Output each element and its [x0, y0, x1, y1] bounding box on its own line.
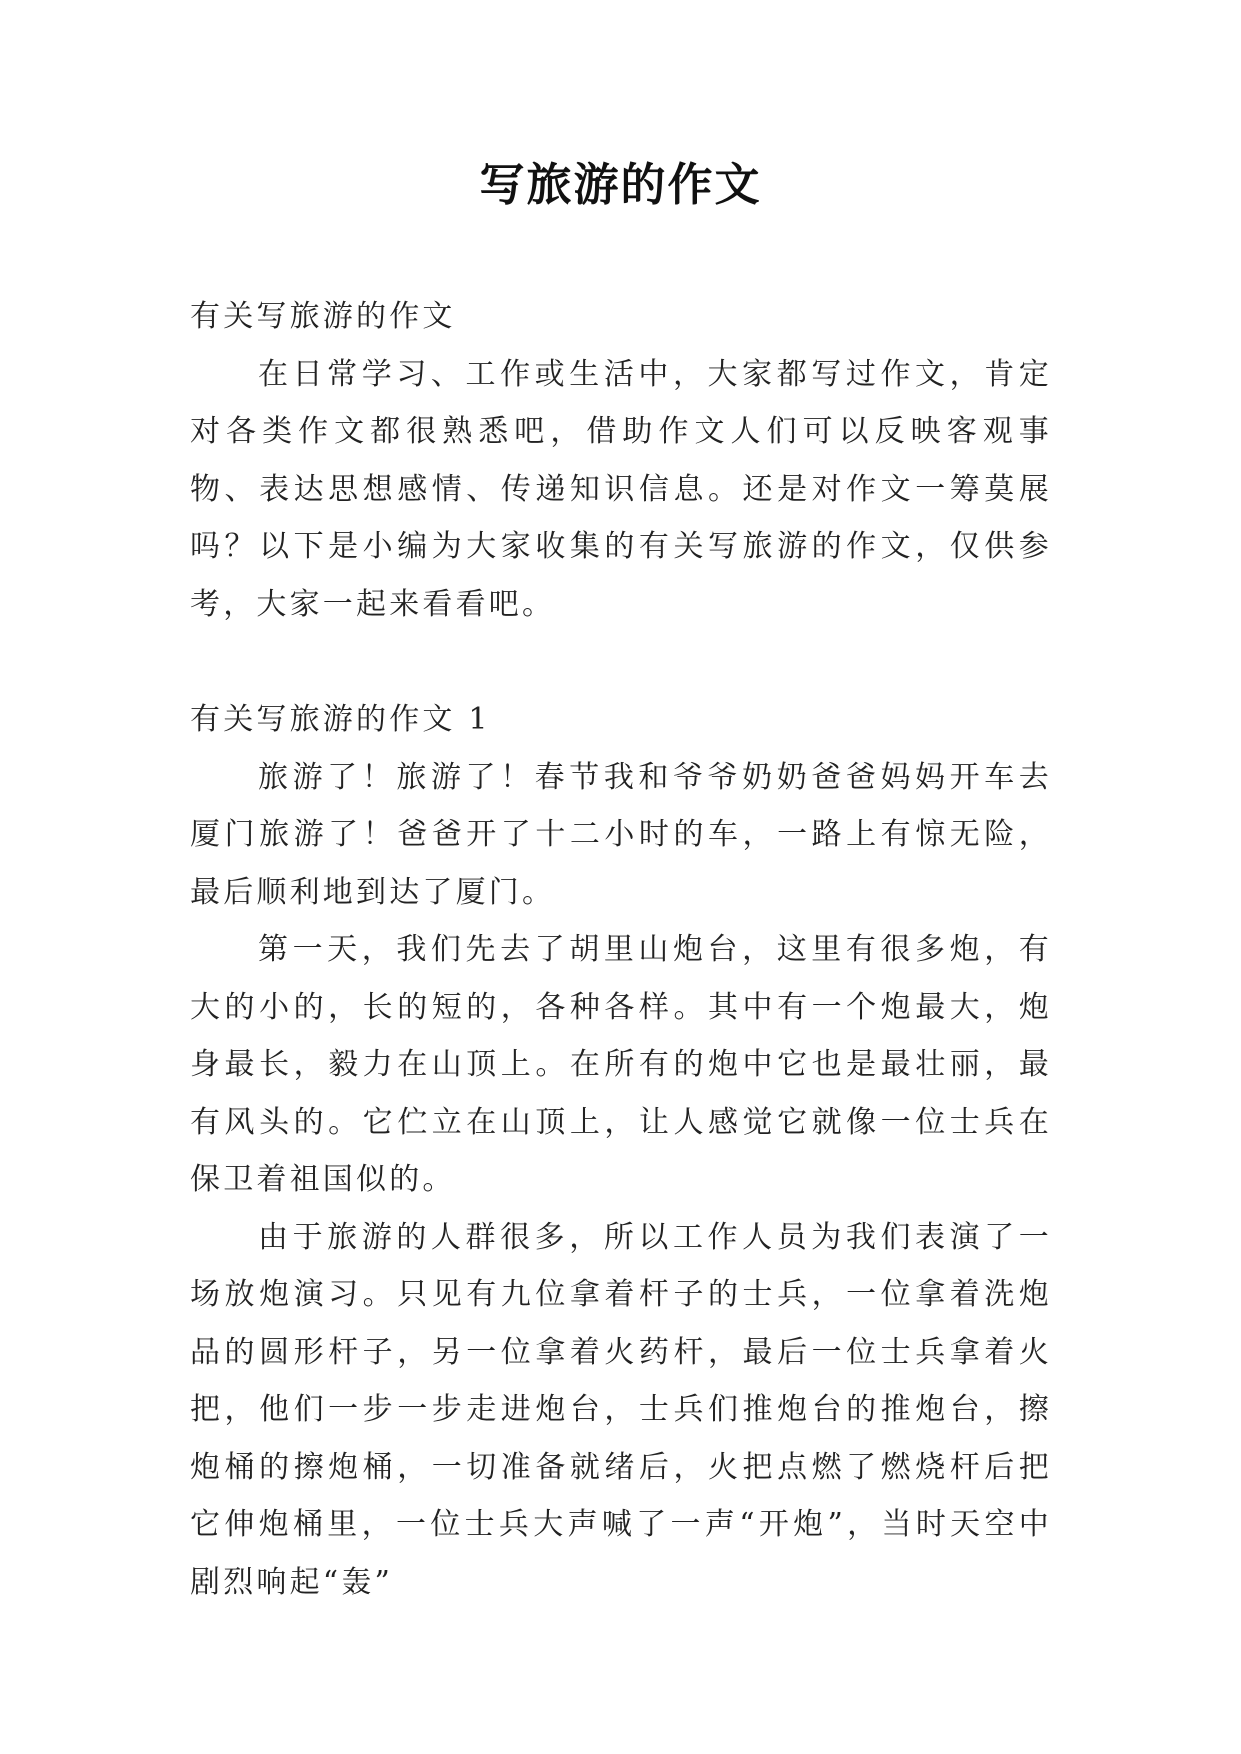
intro-paragraph: 在日常学习、工作或生活中，大家都写过作文，肯定对各类作文都很熟悉吧，借助作文人们可以反映客观事物、表达思想感情、传递知识信息。还是对作文一筹莫展吗？以下是小编为大家收集的有关写旅游的作文，仅供参考，大家一起来看看吧。: [190, 356, 1052, 622]
section-heading: 有关写旅游的作文 1: [190, 702, 491, 737]
document-title: 写旅游的作文: [479, 158, 762, 211]
body-paragraph: 由于旅游的人群很多，所以工作人员为我们表演了一场放炮演习。只见有九位拿着杆子的士兵，一位拿着洗炮品的圆形杆子，另一位拿着火药杆，最后一位士兵拿着火把，他们一步一步走进炮台，士兵们推炮台的推炮台，擦炮桶的擦炮桶，一切准备就绪后，火把点燃了燃烧杆后把它伸炮桶里，一位士兵大声喊了一声“开炮”，当时天空中剧烈响起“轰”: [190, 1219, 1052, 1600]
section-spacer: [190, 633, 1052, 691]
intro-heading: 有关写旅游的作文: [190, 299, 456, 334]
body-paragraph: 旅游了！旅游了！春节我和爷爷奶奶爸爸妈妈开车去厦门旅游了！爸爸开了十二小时的车，一路上有惊无险，最后顺利地到达了厦门。: [190, 759, 1052, 910]
document-body: [190, 288, 1052, 1611]
body-paragraph: 第一天，我们先去了胡里山炮台，这里有很多炮，有大的小的，长的短的，各种各样。其中有一个炮最大，炮身最长，毅力在山顶上。在所有的炮中它也是最壮丽，最有风头的。它伫立在山顶上，让人感觉它就像一位士兵在保卫着祖国似的。: [190, 932, 1052, 1197]
